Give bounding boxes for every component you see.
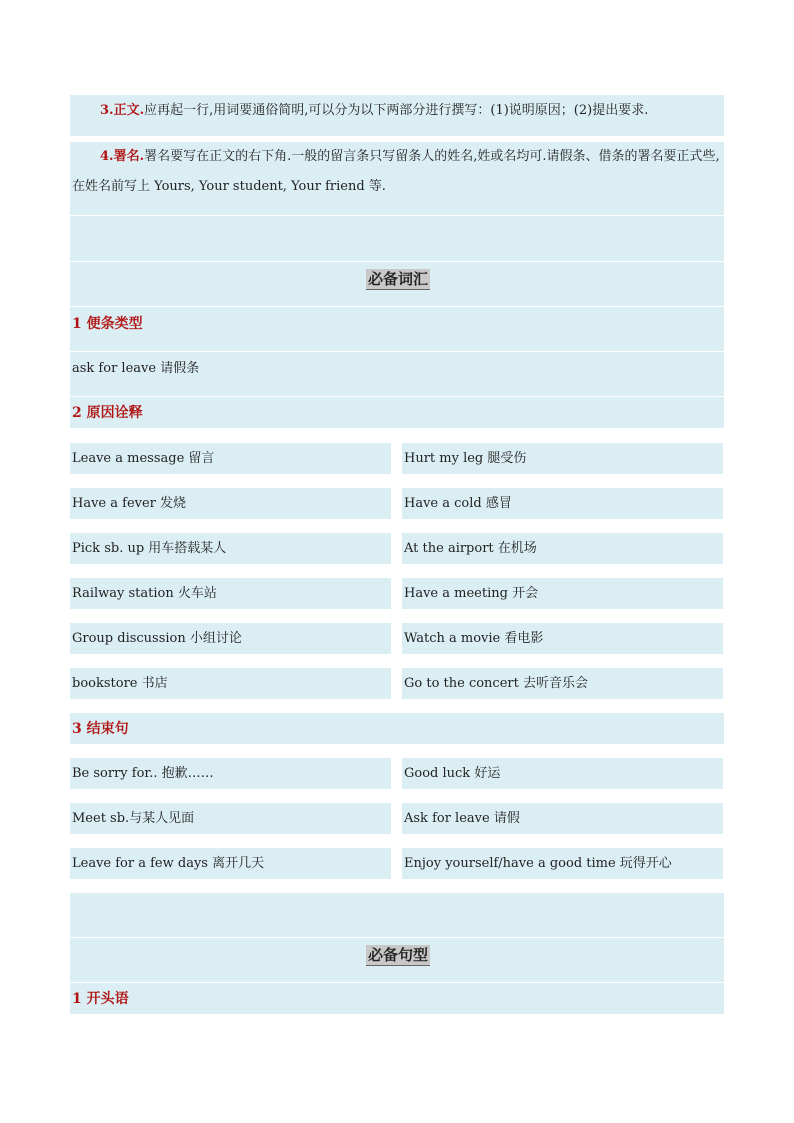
paragraph-signature <box>70 142 724 216</box>
vocab-cell: Railway station 火车站 <box>70 578 391 609</box>
paragraph-body <box>70 95 724 137</box>
vocab-cell: Hurt my leg 腿受伤 <box>402 443 723 474</box>
vocab-cell: Leave a message 留言 <box>70 443 391 474</box>
category-heading-note-type: 1 便条类型 <box>70 307 724 352</box>
vocab-cell: Have a cold 感冒 <box>402 488 723 519</box>
vocab-cell: Good luck 好运 <box>402 758 723 789</box>
vocab-cell: bookstore 书店 <box>70 668 391 699</box>
category-heading-opening: 1 开头语 <box>70 983 724 1015</box>
paragraph-text: 应再起一行,用词要通俗简明,可以分为以下两部分进行撰写：(1)说明原因；(2)提出要求. <box>144 103 649 118</box>
vocab-cell: Leave for a few days 离开几天 <box>70 848 391 879</box>
vocab-cell: Be sorry for.. 抱歉…… <box>70 758 391 789</box>
vocab-cell: Enjoy yourself/have a good time 玩得开心 <box>402 848 723 879</box>
vocab-cell: Meet sb.与某人见面 <box>70 803 391 834</box>
vocab-cell: Pick sb. up 用车搭载某人 <box>70 533 391 564</box>
vocab-cell: Group discussion 小组讨论 <box>70 623 391 654</box>
vocab-cell: Have a meeting 开会 <box>402 578 723 609</box>
paragraph-label: 3.正文. <box>100 103 145 118</box>
spacer-row <box>70 893 724 938</box>
vocab-cell: Watch a movie 看电影 <box>402 623 723 654</box>
paragraph-label: 4.署名. <box>100 149 145 164</box>
section-title-vocab: 必备词汇 <box>70 262 724 307</box>
vocab-item: ask for leave 请假条 <box>70 352 724 397</box>
category-heading-closing: 3 结束句 <box>70 713 724 745</box>
vocab-cell: Have a fever 发烧 <box>70 488 391 519</box>
spacer-row <box>70 216 724 262</box>
vocab-cell: At the airport 在机场 <box>402 533 723 564</box>
category-heading-reasons: 2 原因诠释 <box>70 397 724 429</box>
section-title-sentences: 必备句型 <box>70 938 724 983</box>
paragraph-text: 署名要写在正文的右下角.一般的留言条只写留条人的姓名,姓或名均可.请假条、借条的署名要正式些,在姓名前写上 Yours, Your student, Your friend 等. <box>72 149 720 194</box>
vocab-cell: Go to the concert 去听音乐会 <box>402 668 723 699</box>
vocab-cell: Ask for leave 请假 <box>402 803 723 834</box>
